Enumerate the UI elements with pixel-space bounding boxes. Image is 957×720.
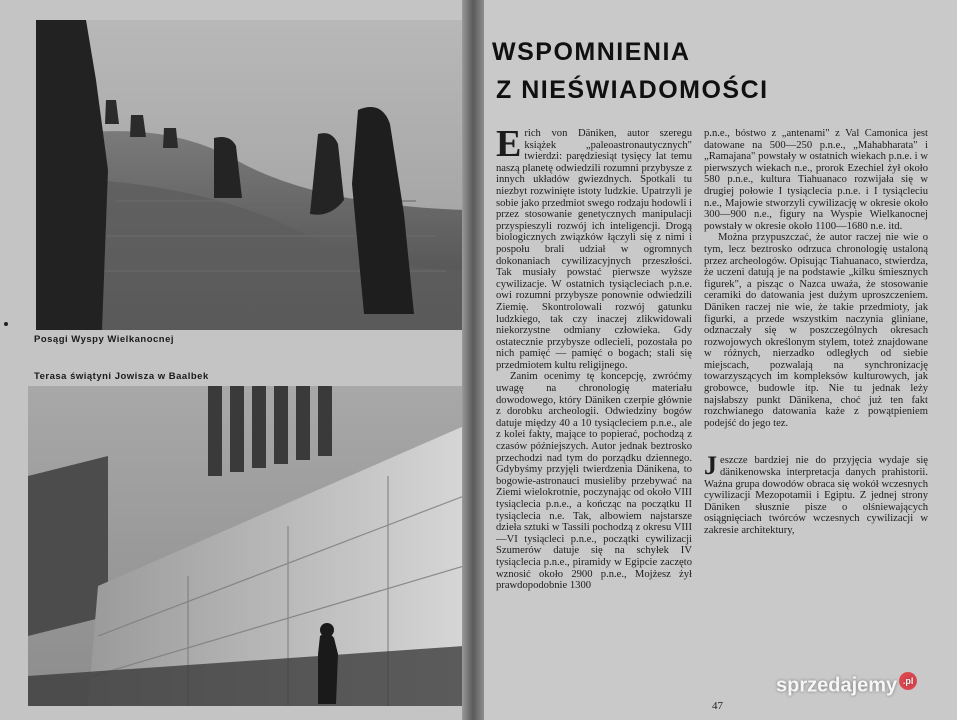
caption-easter-island: Posągi Wyspy Wielkanocnej <box>34 334 175 345</box>
article-column-1 <box>496 128 692 703</box>
drop-cap: E <box>496 128 522 165</box>
caption-baalbek: Terasa świątyni Jowisza w Baalbek <box>34 371 209 382</box>
easter-island-photo-graphic <box>36 20 466 330</box>
photo-easter-island-statues <box>36 20 466 330</box>
paragraph-text: eszcze bardziej nie do przyjęcia wydaje się dänikenowska interpretacja danych prahistorii. Ważna grupa dowodów obraca się wokół wczesnych cywilizacji Mezopotamii i Egiptu. Z jednej strony Däniken słusznie pisze o olśniewających osiągnięciach twórców wczesnych cywilizacji w zakresie architektury, <box>704 455 928 536</box>
watermark-text: sprzedajemy <box>776 674 898 697</box>
watermark-badge-icon: .pl <box>899 672 917 690</box>
margin-dot <box>4 322 8 326</box>
drop-cap: J <box>704 451 717 481</box>
paragraph <box>704 451 928 536</box>
paragraph: p.n.e., bóstwo z „antenami" z Val Camonica jest datowane na 500—250 p.n.e., „Mahabharata" i „Ramajana" powstały w ostatnich wiekach p.n.e. i w pierwszych wiekach n.e., prorok Ezechiel żył około 580 p.n.e., kultura Tiahuanaco rozwijała się w drugiej połowie I tysiąclecia p.n.e. i I tysiącleciu n.e., Majowie stworzyli cywilizację w okresie około 300—900 n.e., figury na Wyspie Wielkanocnej powstały w okresie około 1100—1680 n.e. itd. <box>704 128 928 232</box>
book-gutter <box>462 0 484 720</box>
paragraph <box>496 128 692 371</box>
article-headline-line-2: Z NIEŚWIADOMOŚCI <box>496 76 769 104</box>
paragraph: Można przypuszczać, że autor raczej nie wie o tym, lecz beztrosko odrzuca chronologię ustaloną przez archeologów. Opisując Tiahuanaco, stwierdza, że uczeni datują je na podstawie „kilku śmiesznych figurek", a pisząc o Nazca uważa, że stosowanie ceramiki do datowania jest dużym uproszczeniem. Däniken raczej nie wie, że takie przedmioty, jak figurki, a przede wszystkim naczynia gliniane, odznaczały się w poszczególnych okresach rozwojowych określonym stylem, toteż znajdowane w różnych, nierzadko odległych od siebie miejscach, pozwalają na synchronizację towarzyszących im kompleksów kulturowych, jak grobowce, budowle itp. Nie tu jednak leży najsłabszy punkt Dänikena, choć już ten fakt rozchwianego datowania każe z powątpieniem podejść do jego tez. <box>704 232 928 429</box>
photo-baalbek-temple <box>28 386 464 706</box>
page-number: 47 <box>712 700 723 712</box>
article-headline-line-1: WSPOMNIENIA <box>492 38 691 66</box>
paragraph: Zanim ocenimy tę koncepcję, zwróćmy uwagę na chronologię materiału dowodowego, który Däniken czerpie głównie z dorobku archeologii. Odwiedziny bogów datuje między 40 a 10 tysiącleciem p.n.e., ale z kolei fakty, mające to popierać, pochodzą z czasów późniejszych. Autor jednak beztrosko przechodzi nad tym do porządku dziennego. Gdybyśmy przyjęli twierdzenia Dänikena, to bogowie-astronauci musieliby przebywać na Ziemi wielokrotnie, poczynając od około VIII tysiąclecia p.n.e., a kończąc na początku II tysiąclecia n.e. Tak, albowiem najstarsze dzieła sztuki w Tassili pochodzą z okresu VIII—VI tysiącleci p.n.e., początki cywilizacji Szumerów datuje się na schyłek IV tysiąclecia p.n.e., piramidy w Egipcie zaczęto wznosić około 2900 p.n.e., Mojżesz żył prawdopodobnie 1300 <box>496 371 692 592</box>
paragraph-text: rich von Däniken, autor szeregu książek „paleoastronautycznych" twierdzi: parędziesiąt tysięcy lat temu naszą planetę odwiedzili rozumni przybysze z innych układów gwiezdnych. Spotkali tu niezbyt rozwinięte istoty ludzkie. Upatrzyli je sobie jako przedmiot swego rodzaju hodowli i przez stosowanie genetycznych manipulacji przyspieszyli rozwój ich inteligencji. Drogą biologicznych związków łączyli się z nimi i pospołu brali udział w ogromnych dokonaniach cywilizacyjnych przeszłości. Tak musiały powstać pierwsze wyższe cywilizacje. W ostatnich tysiącleciach p.n.e. owi rozumni przybysze ponownie odwiedzili Ziemię. Skontrolowali rozwój gatunku ludzkiego, tak czy inaczej zlikwidowali niekorzystne odmiany człowieka. Gdy ostatecznie przybysze odlecieli, pozostała po nich pamięć — pamięć o bogach; stali się przedmiotem kultu religijnego. <box>496 128 692 371</box>
baalbek-photo-graphic <box>28 386 464 706</box>
left-page <box>0 0 470 720</box>
watermark-logo <box>776 672 917 698</box>
article-column-2 <box>704 128 928 668</box>
